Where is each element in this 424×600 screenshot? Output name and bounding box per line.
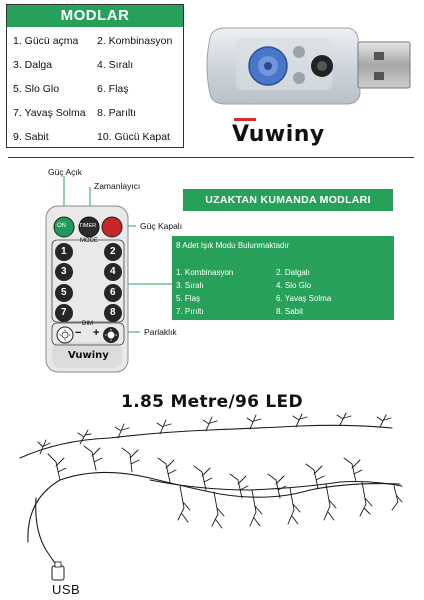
light-string-illustration (0, 410, 424, 600)
number-label-7: 7 (61, 307, 67, 318)
mode-item: 9. Sabit (13, 131, 49, 143)
brand-name: Vuwiny (232, 122, 325, 147)
plus-label: + (93, 327, 100, 339)
timer-button-label: TIMER (79, 223, 97, 229)
modes-title: MODLAR (7, 5, 183, 27)
number-label-8: 8 (110, 307, 116, 318)
mode-item: 1. Gücü açma (13, 35, 79, 47)
modes-panel (6, 4, 184, 148)
info-title: 8 Adet Işık Modu Bulunmaktadır (176, 241, 290, 250)
usb-label: USB (52, 582, 81, 597)
callout-power-off: Güç Kapalı (140, 221, 183, 231)
remote-brand: Vuwiny (68, 350, 109, 361)
minus-label: − (75, 327, 82, 339)
mode-item: 8. Parıltı (97, 107, 137, 119)
usb-controller-icon (196, 20, 414, 112)
info-mode-item: 5. Flaş (176, 294, 201, 303)
number-label-2: 2 (110, 246, 116, 257)
info-mode-item: 8. Sabit (276, 307, 304, 316)
section-divider (8, 157, 414, 158)
callout-power-on: Güç Açık (48, 167, 83, 177)
brand-logo (230, 118, 370, 150)
mode-item: 5. Slo Glo (13, 83, 60, 95)
remote-modes-banner: UZAKTAN KUMANDA MODLARI (183, 189, 393, 211)
on-button-label: ON (57, 223, 66, 229)
mode-item: 3. Dalga (13, 59, 53, 71)
brightness-down-button (57, 327, 73, 343)
mode-item: 10. Gücü Kapat (97, 131, 170, 143)
callout-brightness: Parlaklık (144, 327, 177, 337)
number-label-5: 5 (61, 287, 67, 298)
main-cable (28, 472, 400, 542)
usb-cable (36, 498, 60, 570)
length-title: 1.85 Metre/96 LED (121, 392, 303, 412)
info-mode-item: 6. Yavaş Solma (276, 294, 332, 303)
number-label-4: 4 (110, 266, 116, 277)
brand-accent-bar (234, 118, 256, 121)
number-label-1: 1 (61, 246, 67, 257)
off-button-label: OFF (105, 223, 117, 229)
info-mode-item: 4. Slo Glo (276, 281, 312, 290)
info-mode-item: 7. Pırıltı (176, 307, 204, 316)
info-mode-item: 3. Sıralı (176, 281, 204, 290)
branch-group (38, 413, 402, 528)
info-mode-item: 1. Kombinasyon (176, 268, 234, 277)
mode-item: 7. Yavaş Solma (13, 107, 86, 119)
number-label-6: 6 (110, 287, 116, 298)
usb-plug-icon (52, 562, 64, 580)
mode-label: MODE (80, 238, 98, 244)
info-mode-item: 2. Dalgalı (276, 268, 310, 277)
callout-timer: Zamanlayıcı (94, 181, 141, 191)
remote-modes-info (172, 236, 394, 320)
mode-item: 6. Flaş (97, 83, 129, 95)
mode-item: 2. Kombinasyon (97, 35, 173, 47)
mode-item: 4. Sıralı (97, 59, 134, 71)
dim-label: DIM (82, 321, 93, 327)
number-label-3: 3 (61, 266, 67, 277)
